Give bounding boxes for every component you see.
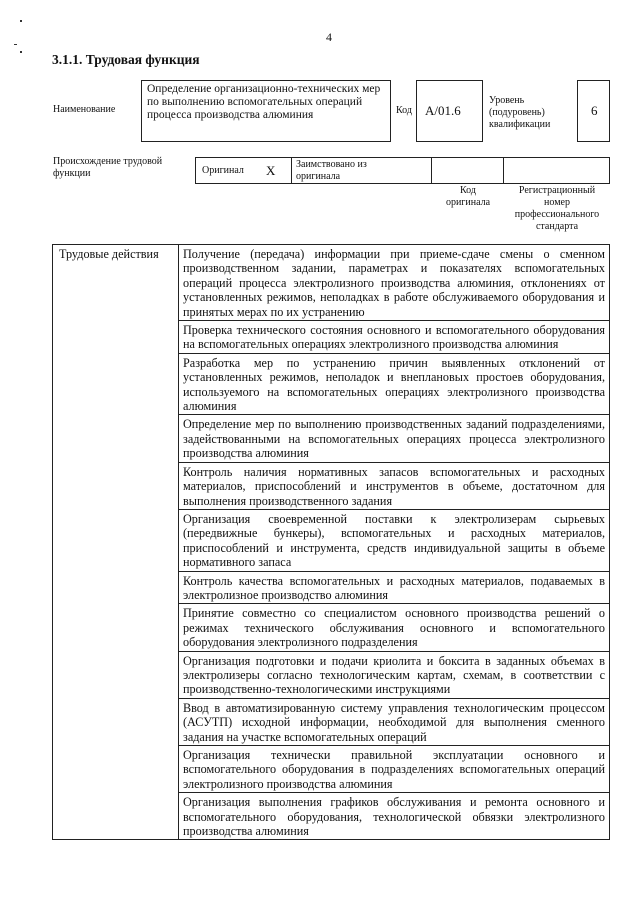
list-item: Проверка технического состояния основного и вспомогательного оборудования на вспомогательных операциях электролизного производства алюминия: [179, 321, 610, 354]
list-item: Принятие совместно со специалистом основного производства решений о режимах технического обслуживания основного и вспомогательного оборудования электролизного подразделения: [179, 604, 610, 651]
original-label: Оригинал: [202, 165, 244, 176]
origin-reg-cell: [503, 157, 610, 184]
origin-borrowed-cell: [291, 157, 432, 184]
reg-caption: Регистрационный номер профессионального стандарта: [514, 185, 600, 232]
code-value: A/01.6: [425, 103, 461, 118]
list-item: Получение (передача) информации при приеме-сдаче смены о сменном производственном задании, параметрах и показателях вспомогательных операций процесса электролизного производства алюминия, отклонениях от установленных режимов, неполадках в работе обслуживаемого оборудования и принятых мерах по их устранению: [179, 245, 610, 321]
code-label: Код: [396, 105, 412, 116]
origin-label: Происхождение трудовой функции: [53, 156, 163, 179]
origin-code-cell: [431, 157, 504, 184]
list-item: Разработка мер по устранению причин выявленных отклонений от установленных режимов, неполадок и внеплановых простоев оборудования, используемого на вспомогательных операциях электролизного производства алюминия: [179, 353, 610, 415]
page-number: 4: [326, 30, 332, 44]
scan-mark: [14, 44, 17, 45]
level-label: Уровень (подуровень) квалификации: [489, 95, 551, 130]
list-item: Контроль наличия нормативных запасов вспомогательных и расходных материалов, приспособлений и инструментов в объеме, достаточном для выполнения производственного задания: [179, 462, 610, 509]
scan-mark: [20, 51, 22, 53]
list-item: Организация технически правильной эксплуатации основного и вспомогательного оборудования в подразделениях вспомогательных операций электролизного производства алюминия: [179, 746, 610, 793]
original-mark: X: [266, 163, 276, 178]
origin-original-cell: [195, 157, 292, 184]
list-item: Определение мер по выполнению производственных заданий подразделениями, задействованными на вспомогательных операциях процесса электролизного производства алюминия: [179, 415, 610, 462]
level-box: [577, 80, 610, 142]
borrowed-label: Заимствовано из оригинала: [296, 159, 367, 182]
list-item: Организация подготовки и подачи криолита и боксита в заданных объемах в электролизеры согласно технологическим картам, схемам, в соответствии с производственно-технологическими инструкциями: [179, 651, 610, 698]
naming-label: Наименование: [53, 104, 116, 115]
function-name-box: [141, 80, 391, 142]
code-box: [416, 80, 483, 142]
list-item: Организация своевременной поставки к электролизерам сырьевых (передвижные бункеры), вспомогательных и расходных материалов, приспособлений и инструмента, средств индивидуальной защиты в объеме нормативного запаса: [179, 509, 610, 571]
section-title: 3.1.1. Трудовая функция: [52, 52, 200, 67]
labor-actions-table: [52, 244, 610, 840]
list-item: Ввод в автоматизированную систему управления технологическим процессом (АСУТП) исходной информации, необходимой для выполнения сменного задания на участке вспомогательных операций: [179, 698, 610, 745]
list-item: Контроль качества вспомогательных и расходных материалов, подаваемых в электролизное производство алюминия: [179, 571, 610, 604]
labor-actions-header: Трудовые действия: [53, 245, 179, 840]
function-name-text: Определение организационно-технических мер по выполнению вспомогательных операций процесса производства алюминия: [147, 83, 381, 121]
level-value: 6: [591, 103, 598, 118]
table-row: [53, 245, 610, 321]
list-item: Организация выполнения графиков обслуживания и ремонта основного и вспомогательного оборудования, технологической обвязки электролизного производства алюминия: [179, 793, 610, 840]
code-caption: Код оригинала: [445, 185, 491, 208]
scan-mark: [20, 20, 22, 22]
